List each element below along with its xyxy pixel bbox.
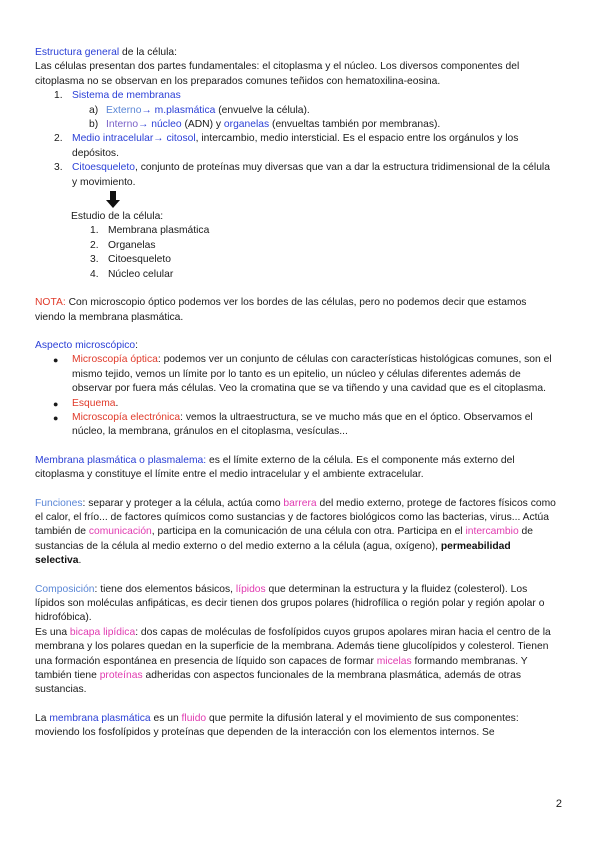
text: que determinan la estructura y la fluidez (colesterol). Los lípidos son moléculas anfipáticas, es decir tienen dos grupos polares (hidrofílica o región polar y región apolar o hidrofóbica). — [35, 583, 545, 624]
text: del medio externo, protege de factores físicos como el calor, el frío... de factores químicos como sustancias y de factores biológicos como las bacterias, virus... Actúa también de — [35, 497, 556, 538]
term: bicapa lipídica — [69, 626, 136, 638]
list-number: 3. — [90, 254, 99, 266]
heading-rest: : — [135, 339, 139, 351]
list-number: 2. — [54, 133, 63, 145]
item-label: Membrana plasmática — [108, 225, 210, 237]
list-item — [35, 397, 557, 411]
term: Microscopía óptica — [72, 354, 158, 366]
study-list — [35, 210, 557, 282]
list-item — [71, 239, 557, 253]
list-item — [71, 253, 557, 267]
list-number: 4. — [90, 268, 99, 280]
term: → citosol — [153, 133, 196, 145]
text: es el límite externo de la célula. Es el componente más externo del citoplasma y constituye el límite entre el medio intracelular y el ambiente extracelular. — [35, 454, 515, 481]
heading-label: Aspecto microscópico — [35, 339, 136, 351]
text: que permite la difusión lateral y el movimiento de sus componentes: moviendo los fosfolípidos y proteínas que dependen de la interacción con los elementos internos. Se — [35, 712, 519, 739]
text: de sustancias de la célula al medio externo o del medio externo a la célula (agua, oxígeno), — [35, 526, 534, 552]
text: (envueltas también por membranas). — [269, 119, 441, 131]
list-letter: a) — [89, 104, 99, 116]
item-label: Organelas — [108, 239, 156, 251]
down-arrow-icon — [35, 190, 557, 210]
term: Citoesqueleto — [72, 162, 135, 174]
item-label: Núcleo celular — [108, 268, 174, 280]
text: : tiene dos elementos básicos, — [94, 583, 236, 595]
text: . — [115, 397, 119, 409]
microscopy-list — [35, 353, 557, 439]
study-title: Estudio de la célula: — [71, 211, 164, 223]
term: intercambio — [465, 526, 519, 538]
term: Externo — [106, 104, 142, 116]
text: : separar y proteger a la célula, actúa como — [82, 497, 284, 509]
bullet: ● — [53, 412, 59, 423]
text: : vemos la ultraestructura, se ve mucho más que en el óptico. Observamos el núcleo, la membrana, gránulos en el citoplasma, vesículas... — [72, 411, 533, 438]
note-paragraph — [35, 296, 557, 325]
term: micelas — [376, 655, 412, 667]
heading-label: Estructura general — [35, 47, 120, 58]
list-number: 1. — [54, 90, 63, 102]
sub-list-item — [35, 118, 557, 132]
text: , intercambio, medio intersticial. Es el espacio entre los orgánulos y los depósitos. — [72, 133, 519, 159]
bilayer-paragraph — [35, 626, 557, 698]
list-number: 3. — [54, 162, 63, 174]
term: Medio intracelular — [72, 133, 154, 145]
text: formando membranas. Y también tiene — [35, 655, 528, 682]
text: La — [35, 712, 50, 724]
list-item — [35, 161, 557, 190]
note-label: NOTA: — [35, 297, 66, 309]
term-bold: permeabilidad selectiva — [35, 540, 511, 567]
text: es un — [150, 712, 182, 724]
note-text: Con microscopio óptico podemos ver los bordes de las células, pero no podemos decir que estamos viendo la membrana plasmática. — [35, 297, 527, 323]
term: Interno — [106, 119, 139, 131]
term: Membrana plasmática o plasmalema: — [35, 454, 207, 466]
term: organelas — [223, 119, 270, 131]
term: Esquema — [72, 397, 116, 409]
intro-paragraph: Las células presentan dos partes fundamentales: el citoplasma y el núcleo. Los diversos componentes del citoplasma no se observan en los preparados comunes teñidos con hematoxilina-eosina. — [35, 61, 520, 87]
text: , participa en la comunicación de una célula con otra. Participa en el — [151, 526, 466, 538]
term: → núcleo — [138, 119, 182, 131]
structure-list — [35, 89, 557, 190]
fluid-paragraph — [35, 712, 557, 741]
list-item — [35, 132, 557, 161]
sub-list-item — [35, 104, 557, 118]
term: proteínas — [99, 670, 143, 682]
heading-rest: de la célula: — [119, 47, 177, 58]
list-item — [35, 353, 557, 396]
text: (envuelve la célula). — [215, 104, 310, 116]
term: comunicación — [88, 526, 152, 538]
term: Composición — [35, 583, 95, 595]
term: membrana plasmática — [49, 712, 151, 724]
term: lípidos — [235, 583, 266, 595]
text: : dos capas de moléculas de fosfolípidos cuyos grupos apolares miran hacia el centro de la membrana y los polares quedan en la superficie de la membrana. Además tiene glucolípidos y colesterol. Tienen una formación espontánea en presencia de líquido son capaces de formar — [35, 626, 551, 667]
item-label: Sistema de membranas — [72, 90, 181, 102]
list-item — [71, 268, 557, 282]
term: Microscopía electrónica — [72, 411, 181, 423]
text: adheridas con aspectos funcionales de la membrana plasmática, además de otras sustancias. — [35, 670, 521, 696]
membrane-paragraph — [35, 454, 557, 483]
bullet: ● — [53, 398, 59, 409]
text: . — [78, 555, 82, 567]
term: Funciones — [35, 497, 83, 509]
term: fluido — [181, 712, 207, 724]
section-heading-aspecto — [35, 339, 557, 353]
list-item — [35, 411, 557, 440]
text: (ADN) y — [181, 119, 224, 131]
text: : podemos ver un conjunto de células con características histológicas comunes, son el mismo tejido, vemos un límite por lo tanto es un epitelio, un núcleo y células diferentes además de observar por fuera más células. Veo la cromatina que se va tiñendo y una cavidad que es el citoplasma. — [72, 354, 552, 395]
text: Es una — [35, 626, 70, 638]
text: , conjunto de proteínas muy diversas que van a dar la estructura tridimensional de la célula y movimiento. — [72, 162, 550, 188]
bullet: ● — [53, 355, 59, 366]
list-letter: b) — [89, 119, 99, 131]
item-label: Citoesqueleto — [108, 254, 171, 266]
document-page — [35, 46, 557, 741]
composition-paragraph — [35, 583, 557, 626]
list-number: 2. — [90, 239, 99, 251]
section-heading-estructura — [35, 46, 557, 60]
list-number: 1. — [90, 225, 99, 237]
term: barrera — [283, 497, 317, 509]
list-item — [71, 224, 557, 238]
page-number: 2 — [555, 798, 562, 810]
functions-paragraph — [35, 497, 557, 569]
term: → m.plasmática — [141, 104, 216, 116]
list-item — [35, 89, 557, 103]
